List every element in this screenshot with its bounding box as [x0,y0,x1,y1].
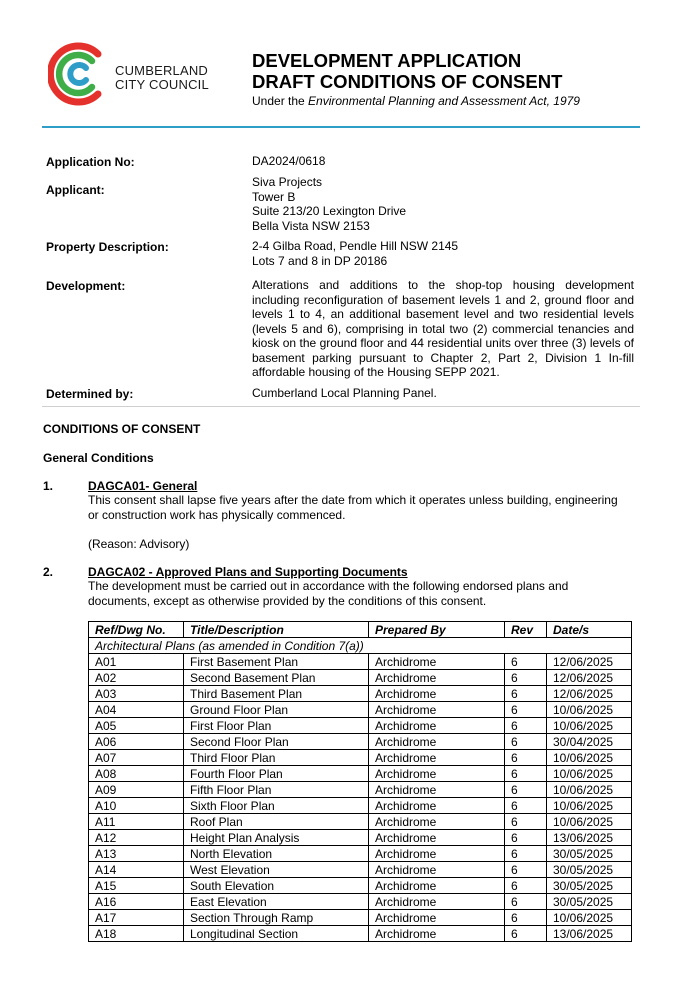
rev-cell: 6 [505,734,547,750]
date-cell: 12/06/2025 [547,686,632,702]
title-cell: West Elevation [184,862,369,878]
table-row [89,782,632,798]
title-cell: Second Basement Plan [184,670,369,686]
general-conditions-heading: General Conditions [43,451,154,465]
applicant-line: Suite 213/20 Lexington Drive [252,204,407,218]
condition-1-number: 1. [43,479,54,493]
date-cell: 12/06/2025 [547,670,632,686]
prepared-by-cell: Archidrome [369,798,505,814]
rev-cell: 6 [505,862,547,878]
title-cell: Section Through Ramp [184,910,369,926]
rev-cell: 6 [505,718,547,734]
determined-by-label: Determined by: [46,387,134,401]
title-cell: First Basement Plan [184,654,369,670]
rev-cell: 6 [505,750,547,766]
table-subheading: Architectural Plans (as amended in Condition 7(a)) [89,638,632,654]
rev-cell: 6 [505,926,547,942]
ref-cell: A01 [89,654,184,670]
rev-cell: 6 [505,878,547,894]
condition-1-reason [88,537,189,552]
title-cell: Third Floor Plan [184,750,369,766]
date-cell: 13/06/2025 [547,926,632,942]
column-header: Rev [505,622,547,638]
ref-cell: A11 [89,814,184,830]
application-no-value [252,154,325,169]
prepared-by-cell: Archidrome [369,654,505,670]
prepared-by-cell: Archidrome [369,670,505,686]
ref-cell: A08 [89,766,184,782]
date-cell: 30/05/2025 [547,862,632,878]
ref-cell: A16 [89,894,184,910]
date-cell: 10/06/2025 [547,718,632,734]
council-name-line1: CUMBERLAND [115,63,209,78]
council-logo-icon [48,40,108,108]
condition-1-title: DAGCA01- General [88,479,198,493]
ref-cell: A12 [89,830,184,846]
condition-2-number: 2. [43,565,54,579]
document-title-line1: DEVELOPMENT APPLICATION [252,50,522,71]
applicant-line: Siva Projects [252,175,323,189]
table-row [89,654,632,670]
rev-cell: 6 [505,782,547,798]
application-no-label: Application No: [46,155,135,169]
date-cell: 12/06/2025 [547,654,632,670]
date-cell: 10/06/2025 [547,702,632,718]
document-header [252,50,580,109]
prepared-by-cell: Archidrome [369,830,505,846]
ref-cell: A04 [89,702,184,718]
prepared-by-cell: Archidrome [369,862,505,878]
council-name [115,64,209,92]
column-header: Prepared By [369,622,505,638]
ref-cell: A07 [89,750,184,766]
date-cell: 10/06/2025 [547,766,632,782]
prepared-by-cell: Archidrome [369,702,505,718]
date-cell: 30/05/2025 [547,894,632,910]
date-cell: 30/04/2025 [547,734,632,750]
title-cell: Longitudinal Section [184,926,369,942]
date-cell: 13/06/2025 [547,830,632,846]
table-row [89,718,632,734]
prepared-by-cell: Archidrome [369,750,505,766]
title-cell: Second Floor Plan [184,734,369,750]
ref-cell: A14 [89,862,184,878]
condition-1-text-line: or construction work has physically commenced. [88,508,346,522]
property-description-value [252,239,458,268]
table-row [89,814,632,830]
title-cell: Third Basement Plan [184,686,369,702]
rev-cell: 6 [505,702,547,718]
title-cell: East Elevation [184,894,369,910]
applicant-label: Applicant: [46,183,105,197]
ref-cell: A06 [89,734,184,750]
development-value [252,278,634,380]
table-row [89,830,632,846]
condition-1-text-line: This consent shall lapse five years after the date from which it operates unless building, engineering [88,493,618,507]
date-cell: 10/06/2025 [547,798,632,814]
prepared-by-cell: Archidrome [369,926,505,942]
development-label: Development: [46,279,126,293]
ref-cell: A18 [89,926,184,942]
ref-cell: A03 [89,686,184,702]
table-subheading-row [89,638,632,654]
column-header: Date/s [547,622,632,638]
ref-cell: A10 [89,798,184,814]
ref-cell: A09 [89,782,184,798]
prepared-by-cell: Archidrome [369,814,505,830]
title-cell: Roof Plan [184,814,369,830]
table-row [89,878,632,894]
date-cell: 10/06/2025 [547,750,632,766]
date-cell: 10/06/2025 [547,814,632,830]
council-name-line2: CITY COUNCIL [115,77,209,92]
column-header: Title/Description [184,622,369,638]
title-cell: Ground Floor Plan [184,702,369,718]
table-row [89,750,632,766]
prepared-by-cell: Archidrome [369,782,505,798]
condition-2-title: DAGCA02 - Approved Plans and Supporting Documents [88,565,408,579]
condition-2-text [88,579,568,609]
document-title-line2: DRAFT CONDITIONS OF CONSENT [252,71,563,92]
table-row [89,734,632,750]
date-cell: 30/05/2025 [547,878,632,894]
property-description-label: Property Description: [46,240,169,254]
ref-cell: A17 [89,910,184,926]
date-cell: 10/06/2025 [547,910,632,926]
development-description: Alterations and additions to the shop-top housing development including reconfiguration of basement levels 1 and 2, ground floor and levels 1 to 4, an additional basement level and two residential levels (levels 5 and 6), comprising in total two (2) commercial tenancies and kiosk on the ground floor and 44 residential units over three (3) levels of basement parking pursuant to Chapter 2, Part 2, Division 1 In-fill affordable housing of the Housing SEPP 2021. [252,278,634,379]
ref-cell: A02 [89,670,184,686]
prepared-by-cell: Archidrome [369,910,505,926]
table-row [89,766,632,782]
rev-cell: 6 [505,686,547,702]
title-cell: Sixth Floor Plan [184,798,369,814]
table-row [89,670,632,686]
table-header-row [89,622,632,638]
prepared-by-cell: Archidrome [369,878,505,894]
applicant-line: Bella Vista NSW 2153 [252,218,370,233]
subtitle-act: Environmental Planning and Assessment Act, 1979 [308,94,580,108]
rev-cell: 6 [505,814,547,830]
table-row [89,894,632,910]
rev-cell: 6 [505,894,547,910]
prepared-by-cell: Archidrome [369,894,505,910]
applicant-value [252,175,406,233]
title-cell: South Elevation [184,878,369,894]
table-row [89,926,632,942]
details-divider [42,406,640,407]
condition-1-reason-text: (Reason: Advisory) [88,537,190,551]
ref-cell: A05 [89,718,184,734]
condition-2-text-line: The development must be carried out in accordance with the following endorsed plans and [88,579,569,593]
applicant-line: Tower B [252,189,296,204]
rev-cell: 6 [505,910,547,926]
prepared-by-cell: Archidrome [369,766,505,782]
prepared-by-cell: Archidrome [369,686,505,702]
prepared-by-cell: Archidrome [369,718,505,734]
rev-cell: 6 [505,846,547,862]
rev-cell: 6 [505,830,547,846]
ref-cell: A13 [89,846,184,862]
title-cell: First Floor Plan [184,718,369,734]
document-subtitle [252,93,580,109]
table-row [89,862,632,878]
prepared-by-cell: Archidrome [369,734,505,750]
rev-cell: 6 [505,766,547,782]
rev-cell: 6 [505,798,547,814]
determined-by-value [252,386,437,401]
rev-cell: 6 [505,670,547,686]
condition-1-text [88,493,618,523]
application-no: DA2024/0618 [252,154,326,168]
property-line: Lots 7 and 8 in DP 20186 [252,253,388,268]
table-row [89,702,632,718]
header-divider [42,126,640,128]
prepared-by-cell: Archidrome [369,846,505,862]
table-row [89,686,632,702]
determined-by: Cumberland Local Planning Panel. [252,386,437,400]
table-row [89,846,632,862]
date-cell: 10/06/2025 [547,782,632,798]
table-row [89,798,632,814]
date-cell: 30/05/2025 [547,846,632,862]
approved-plans-table [88,621,632,942]
condition-2-text-line: documents, except as otherwise provided by the conditions of this consent. [88,594,487,608]
property-line: 2-4 Gilba Road, Pendle Hill NSW 2145 [252,239,459,253]
title-cell: Fifth Floor Plan [184,782,369,798]
column-header: Ref/Dwg No. [89,622,184,638]
rev-cell: 6 [505,654,547,670]
subtitle-prefix: Under the [252,94,309,108]
conditions-heading: CONDITIONS OF CONSENT [43,422,201,436]
table-row [89,910,632,926]
ref-cell: A15 [89,878,184,894]
title-cell: Height Plan Analysis [184,830,369,846]
title-cell: Fourth Floor Plan [184,766,369,782]
title-cell: North Elevation [184,846,369,862]
